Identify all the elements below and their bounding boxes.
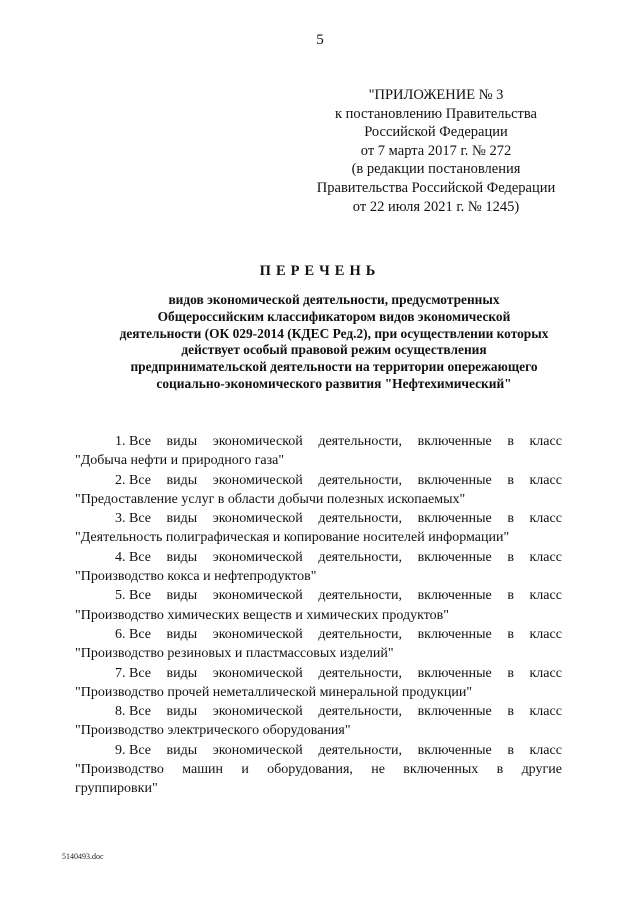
list-item-number: 9. Все bbox=[115, 742, 151, 758]
list-item-word: в bbox=[507, 511, 514, 527]
list-item-word: деятельности, bbox=[318, 704, 402, 720]
list-item-word: деятельности, bbox=[318, 742, 402, 758]
list-item-class-name: "Добыча нефти и природного газа" bbox=[75, 453, 285, 469]
list-item-number: 7. Все bbox=[115, 665, 151, 681]
list-item-class-name: "Производство электрического оборудования" bbox=[75, 723, 351, 739]
list-item-word: деятельности, bbox=[318, 665, 402, 681]
list-item-class-name: "Производство резиновых и пластмассовых изделий" bbox=[75, 646, 394, 662]
appendix-header bbox=[286, 86, 586, 216]
list-item bbox=[75, 664, 562, 703]
list-item-intro bbox=[75, 625, 562, 644]
list-item-word: класс bbox=[529, 472, 562, 488]
list-item-word: экономической bbox=[212, 434, 303, 449]
list-item-word: экономической bbox=[212, 472, 303, 488]
list-item-word: включенные bbox=[417, 434, 492, 449]
list-item-intro bbox=[75, 548, 562, 567]
list-item-class-name: группировки" bbox=[75, 781, 158, 797]
list-item-class-name: "Производство кокса и нефтепродуктов" bbox=[75, 569, 317, 585]
list-item-word: включенные bbox=[417, 511, 492, 527]
list-item-word: экономической bbox=[212, 588, 303, 604]
list-item-intro bbox=[75, 509, 562, 528]
subtitle-line: предпринимательской деятельности на территории опережающего bbox=[130, 359, 538, 375]
list-item-word: включенные bbox=[417, 704, 492, 720]
appendix-line: "ПРИЛОЖЕНИЕ № 3 bbox=[368, 87, 504, 103]
list-item bbox=[75, 702, 562, 741]
appendix-line: Правительства Российской Федерации bbox=[316, 179, 556, 196]
list-item-intro bbox=[75, 432, 562, 451]
list-item-word: виды bbox=[166, 472, 198, 488]
list-item bbox=[75, 741, 562, 799]
list-item-intro bbox=[75, 741, 562, 760]
list-item-word: класс bbox=[529, 704, 562, 720]
subtitle-line: Общероссийским классификатором видов экономической bbox=[157, 308, 511, 324]
list-item-word: включенные bbox=[417, 472, 492, 488]
list-item-word: включенные bbox=[417, 588, 492, 604]
list-item bbox=[75, 586, 562, 625]
list-item-word: включенные bbox=[417, 549, 492, 565]
list-item-word: включенные bbox=[417, 742, 492, 758]
list-item-word: экономической bbox=[212, 511, 303, 527]
list-item-number: 8. Все bbox=[115, 704, 151, 720]
list-item-class-name: "Предоставление услуг в области добычи полезных ископаемых" bbox=[75, 491, 466, 507]
list-item-word: класс bbox=[529, 549, 562, 565]
list-item-word: в bbox=[507, 665, 514, 681]
list-item bbox=[75, 471, 562, 510]
appendix-line: Российской Федерации bbox=[364, 124, 508, 141]
subtitle-line: деятельности (ОК 029-2014 (КДЕС Ред.2), при осуществлении которых bbox=[119, 325, 549, 341]
list-item-intro bbox=[75, 702, 562, 721]
list-item-word: виды bbox=[166, 704, 198, 720]
list-item-word: деятельности, bbox=[318, 434, 402, 449]
list-item bbox=[75, 509, 562, 548]
list-item-word: в bbox=[507, 472, 514, 488]
list-item-word: экономической bbox=[212, 704, 303, 720]
appendix-line: (в редакции постановления bbox=[351, 161, 521, 178]
activity-list bbox=[75, 432, 562, 799]
appendix-line: к постановлению Правительства bbox=[335, 105, 537, 122]
list-item-intro bbox=[75, 664, 562, 683]
list-item-word: в bbox=[507, 588, 514, 604]
subtitle-line: действует особый правовой режим осуществления bbox=[181, 342, 487, 358]
list-item bbox=[75, 548, 562, 587]
list-item bbox=[75, 432, 562, 471]
list-item-word: класс bbox=[529, 626, 562, 642]
list-item-word: виды bbox=[166, 742, 198, 758]
list-item-number: 2. Все bbox=[115, 472, 151, 488]
list-item-word: деятельности, bbox=[318, 626, 402, 642]
list-item-word: экономической bbox=[212, 626, 303, 642]
list-item-number: 6. Все bbox=[115, 626, 151, 642]
list-item-word: виды bbox=[166, 588, 198, 604]
list-item-word: деятельности, bbox=[318, 549, 402, 565]
list-item-word: класс bbox=[529, 434, 562, 449]
document-subtitle bbox=[104, 292, 564, 393]
list-item bbox=[75, 625, 562, 664]
list-item-number: 5. Все bbox=[115, 588, 151, 604]
list-item-word: включенные bbox=[417, 665, 492, 681]
list-item-word: в bbox=[507, 626, 514, 642]
list-item-word: деятельности, bbox=[318, 472, 402, 488]
list-item-word: класс bbox=[529, 665, 562, 681]
list-item-class-name: "Производство машин и оборудования, не включенных в другие bbox=[75, 762, 562, 778]
subtitle-line: социально-экономического развития "Нефтехимический" bbox=[156, 375, 512, 391]
list-item-word: экономической bbox=[212, 665, 303, 681]
list-item-word: виды bbox=[166, 665, 198, 681]
list-item-word: виды bbox=[166, 434, 198, 449]
list-item-word: виды bbox=[166, 549, 198, 565]
list-item-class-name: "Производство прочей неметаллической минеральной продукции" bbox=[75, 684, 473, 700]
list-item-word: деятельности, bbox=[318, 588, 402, 604]
list-item-word: в bbox=[507, 434, 514, 449]
list-item-word: экономической bbox=[212, 742, 303, 758]
list-item-word: экономической bbox=[212, 549, 303, 565]
list-item-word: виды bbox=[166, 626, 198, 642]
list-item-number: 1. Все bbox=[115, 434, 151, 449]
list-item-word: класс bbox=[529, 511, 562, 527]
footer-filename: 5140493.doc bbox=[62, 852, 104, 861]
list-item-word: в bbox=[507, 742, 514, 758]
list-item-word: включенные bbox=[417, 626, 492, 642]
appendix-line: от 7 марта 2017 г. № 272 bbox=[360, 142, 512, 159]
list-item-number: 4. Все bbox=[115, 549, 151, 565]
list-item-word: в bbox=[507, 549, 514, 565]
appendix-line: от 22 июля 2021 г. № 1245) bbox=[352, 198, 520, 215]
list-item-word: класс bbox=[529, 742, 562, 758]
subtitle-line: видов экономической деятельности, предусмотренных bbox=[168, 292, 500, 307]
list-item-intro bbox=[75, 586, 562, 605]
list-item-word: класс bbox=[529, 588, 562, 604]
list-item-word: деятельности, bbox=[318, 511, 402, 527]
document-title: ПЕРЕЧЕНЬ bbox=[259, 263, 381, 279]
list-item-class-name: "Производство химических веществ и химических продуктов" bbox=[75, 607, 449, 623]
list-item-word: в bbox=[507, 704, 514, 720]
list-item-intro bbox=[75, 471, 562, 490]
list-item-word: виды bbox=[166, 511, 198, 527]
list-item-number: 3. Все bbox=[115, 511, 151, 527]
list-item-class-name: "Деятельность полиграфическая и копирование носителей информации" bbox=[75, 530, 510, 546]
page-number: 5 bbox=[316, 32, 324, 48]
